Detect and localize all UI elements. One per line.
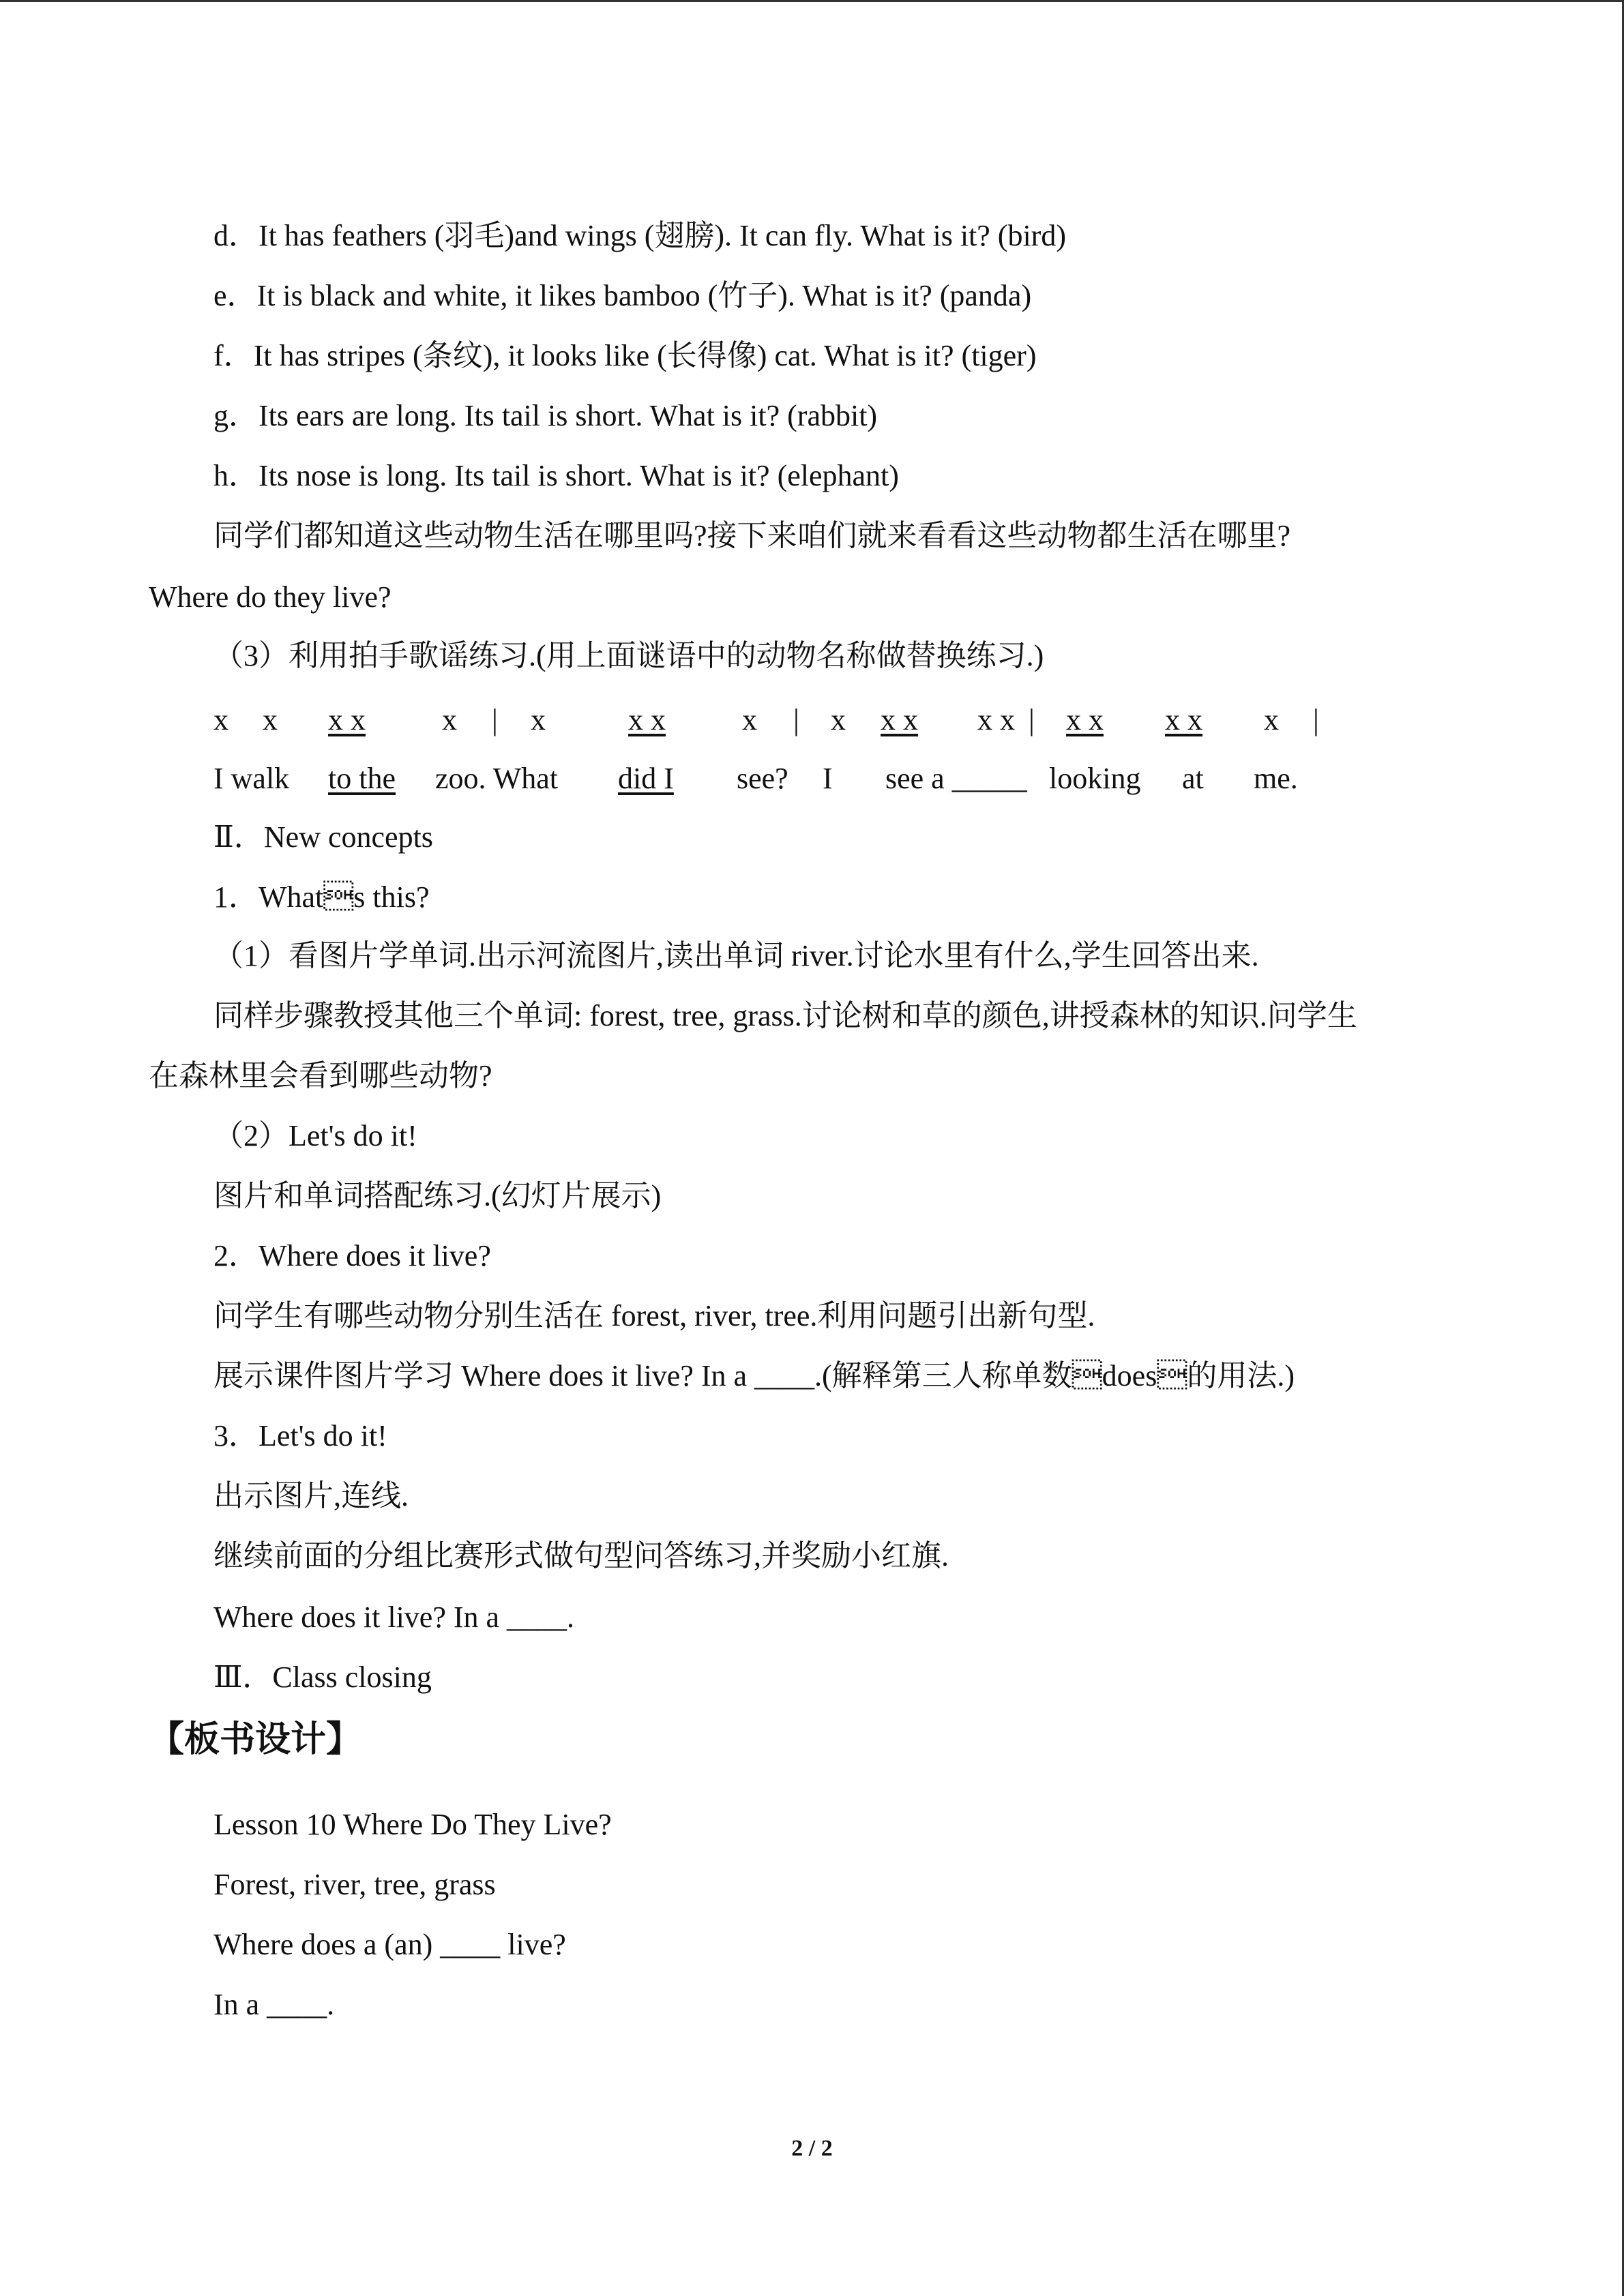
chant-blank: see a _____ (885, 762, 1027, 795)
beat-pair: x x (977, 703, 1015, 736)
item-1-paragraph-cont: 在森林里会看到哪些动物? (149, 1059, 492, 1092)
board-answer: In a ____. (213, 1988, 335, 2021)
item-2-title: 2．Where does it live? (213, 1239, 491, 1272)
chant-word-underlined: did I (618, 762, 674, 795)
intro-paragraph: 同学们都知道这些动物生活在哪里吗?接下来咱们就来看看这些动物都生活在哪里? (213, 519, 1291, 552)
chant-word: me. (1254, 762, 1298, 795)
chant-word: looking (1049, 762, 1141, 795)
item-3-desc-a: 出示图片,连线. (213, 1479, 409, 1512)
item-1-step-1: （1）看图片学单词.出示河流图片,读出单词 river.讨论水里有什么,学生回答出来. (213, 939, 1259, 972)
bar-line: | (793, 703, 799, 736)
section-new-concepts: Ⅱ．New concepts (213, 820, 433, 854)
beat-pair: x x (1165, 703, 1202, 736)
page-number: 2 / 2 (791, 2136, 833, 2161)
where-do-they-live: Where do they live? (149, 580, 392, 614)
beat-pair: x x (1066, 703, 1104, 736)
item-3-desc-b: 继续前面的分组比赛形式做句型问答练习,并奖励小红旗. (213, 1539, 949, 1572)
beat: x (742, 703, 757, 736)
chant-word: I walk (213, 762, 290, 795)
beat-pair: x x (328, 703, 366, 736)
item-1-step-2-desc: 图片和单词搭配练习.(幻灯片展示) (213, 1179, 662, 1212)
chant-word-underlined: to the (328, 762, 396, 795)
item-1-step-2: （2）Let's do it! (213, 1119, 417, 1152)
riddle-g: g．Its ears are long. Its tail is short. What is it? (rabbit) (213, 399, 878, 432)
section-class-closing: Ⅲ．Class closing (213, 1660, 432, 1694)
chant-word: zoo. What (435, 762, 559, 795)
item-3-desc-c: Where does it live? In a ____. (213, 1600, 575, 1634)
chant-word: at (1182, 762, 1204, 795)
item-1-paragraph: 同样步骤教授其他三个单词: forest, tree, grass.讨论树和草的颜色,讲授森林的知识.问学生 (213, 999, 1357, 1032)
chant-word: see? (737, 762, 788, 795)
beat: x (1264, 703, 1279, 736)
beat: x (263, 703, 278, 736)
riddle-h: h．Its nose is long. Its tail is short. What is it? (elephant) (213, 459, 899, 492)
beat: x (831, 703, 846, 736)
beat-pair: x x (628, 703, 666, 736)
chant-word: I (823, 762, 833, 795)
beat: x (213, 703, 228, 736)
board-lesson-title: Lesson 10 Where Do They Live? (213, 1808, 612, 1841)
board-design-heading: 【板书设计】 (149, 1719, 362, 1760)
page-top-border (0, 0, 1624, 2)
beat-pair: x x (881, 703, 918, 736)
beat: x (442, 703, 457, 736)
riddle-d: d．It has feathers (羽毛)and wings (翅膀). It can fly. What is it? (bird) (213, 219, 1066, 252)
item-3-title: 3．Let's do it! (213, 1419, 387, 1452)
step-3-clap-chant: （3）利用拍手歌谣练习.(用上面谜语中的动物名称做替换练习.) (213, 639, 1044, 672)
bar-line: | (492, 703, 498, 736)
bar-line: | (1029, 703, 1035, 736)
beat: x (531, 703, 546, 736)
board-question: Where does a (an) ____ live? (213, 1928, 566, 1961)
riddle-f: f．It has stripes (条纹), it looks like (长得像) cat. What is it? (tiger) (213, 339, 1037, 372)
item-2-desc-a: 问学生有哪些动物分别生活在 forest, river, tree.利用问题引出新句型. (213, 1299, 1095, 1332)
riddle-e: e．It is black and white, it likes bamboo (竹子). What is it? (panda) (213, 279, 1032, 312)
bar-line: | (1313, 703, 1319, 736)
item-1-title: 1．Whats this? (213, 880, 430, 914)
board-vocabulary: Forest, river, tree, grass (213, 1868, 496, 1901)
item-2-desc-b: 展示课件图片学习 Where does it live? In a ____.(解释第三人称单数does的用法.) (213, 1359, 1295, 1392)
